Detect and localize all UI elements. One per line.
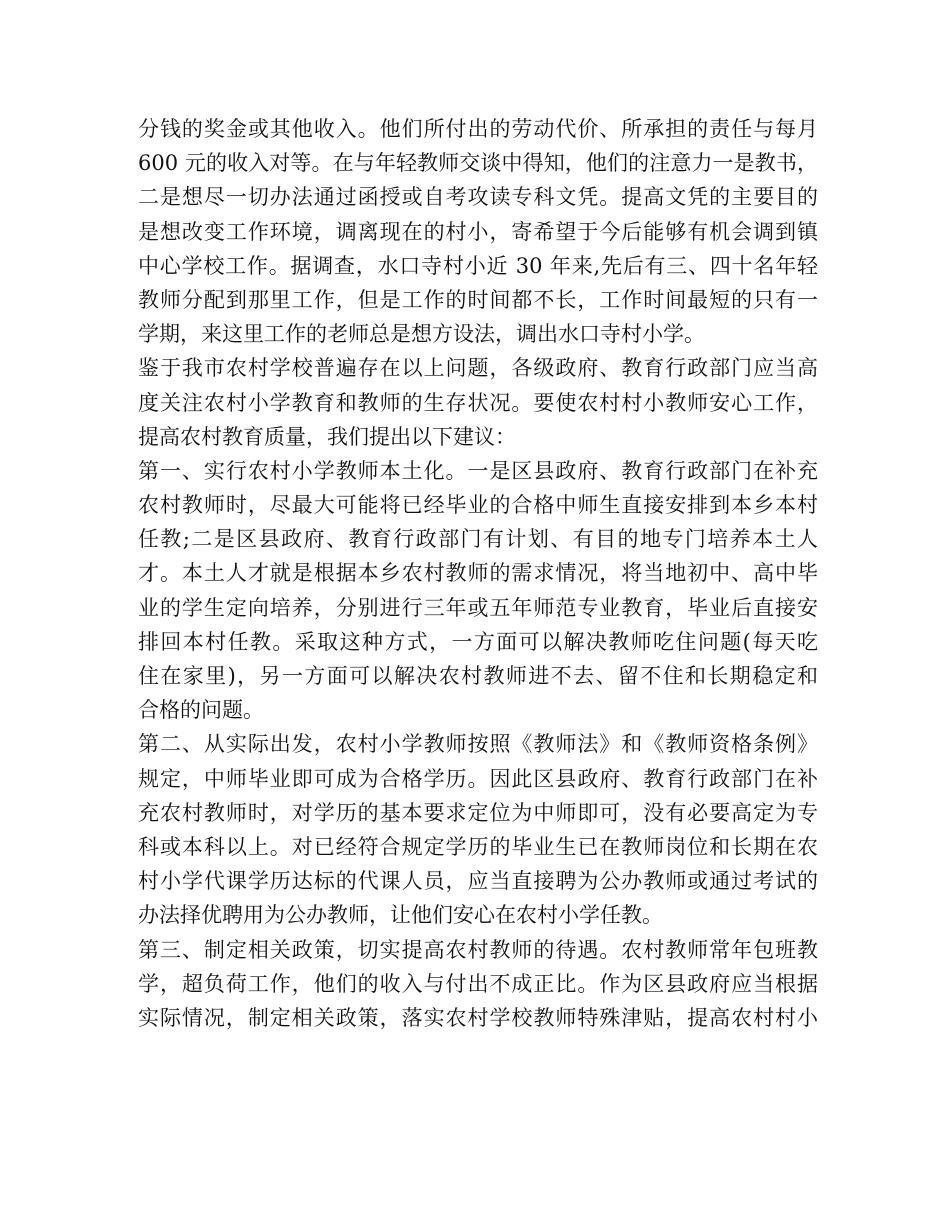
text-line: 度关注农村小学教育和教师的生存状况。要使农村村小教师安心工作， xyxy=(138,390,818,415)
text-line: 排回本村任教。采取这种方式，一方面可以解决教师吃住问题(每天吃 xyxy=(138,629,818,654)
text-line: 提高农村教育质量，我们提出以下建议： xyxy=(138,424,516,449)
text-line: 办法择优聘用为公办教师，让他们安心在农村小学任教。 xyxy=(138,903,663,928)
text-line: 第三、制定相关政策，切实提高农村教师的待遇。农村教师常年包班教 xyxy=(138,937,818,962)
text-line: 第一、实行农村小学教师本土化。一是区县政府、教育行政部门在补充 xyxy=(138,458,818,483)
text-line: 充农村教师时，对学历的基本要求定位为中师即可，没有必要高定为专 xyxy=(138,800,818,825)
text-line: 合格的问题。 xyxy=(138,698,264,723)
text-line: 村小学代课学历达标的代课人员，应当直接聘为公办教师或通过考试的 xyxy=(138,869,818,894)
text-line: 学，超负荷工作，他们的收入与付出不成正比。作为区县政府应当根据 xyxy=(138,971,818,996)
text-line: 分钱的奖金或其他收入。他们所付出的劳动代价、所承担的责任与每月 xyxy=(138,117,818,141)
text-line: 是想改变工作环境，调离现在的村小，寄希望于今后能够有机会调到镇 xyxy=(138,219,818,244)
text-line: 住在家里)，另一方面可以解决农村教师进不去、留不住和长期稳定和 xyxy=(138,664,818,688)
text-line: 业的学生定向培养，分别进行三年或五年师范专业教育，毕业后直接安 xyxy=(138,595,818,620)
text-line: 二是想尽一切办法通过函授或自考攻读专科文凭。提高文凭的主要目的 xyxy=(138,185,818,210)
text-line: 学期，来这里工作的老师总是想方设法，调出水口寺村小学。 xyxy=(138,322,705,347)
text-line: 才。本土人才就是根据本乡农村教师的需求情况，将当地初中、高中毕 xyxy=(138,561,818,586)
text-line: 鉴于我市农村学校普遍存在以上问题，各级政府、教育行政部门应当高 xyxy=(138,356,818,381)
text-line: 任教;二是区县政府、教育行政部门有计划、有目的地专门培养本土人 xyxy=(138,527,818,552)
text-line: 科或本科以上。对已经符合规定学历的毕业生已在教师岗位和长期在农 xyxy=(138,834,818,859)
text-line: 农村教师时，尽最大可能将已经毕业的合格中师生直接安排到本乡本村 xyxy=(138,493,818,518)
text-line: 600 元的收入对等。在与年轻教师交谈中得知，他们的注意力一是教书， xyxy=(138,151,818,176)
text-line: 第二、从实际出发，农村小学教师按照《教师法》和《教师资格条例》 xyxy=(138,732,818,757)
body-text xyxy=(138,112,818,1035)
text-line: 规定，中师毕业即可成为合格学历。因此区县政府、教育行政部门在补 xyxy=(138,766,818,791)
text-line: 实际情况，制定相关政策，落实农村学校教师特殊津贴，提高农村村小 xyxy=(138,1005,818,1030)
text-line: 教师分配到那里工作，但是工作的时间都不长，工作时间最短的只有一 xyxy=(138,287,818,312)
text-line: 中心学校工作。据调查，水口寺村小近 30 年来,先后有三、四十名年轻 xyxy=(138,253,818,278)
